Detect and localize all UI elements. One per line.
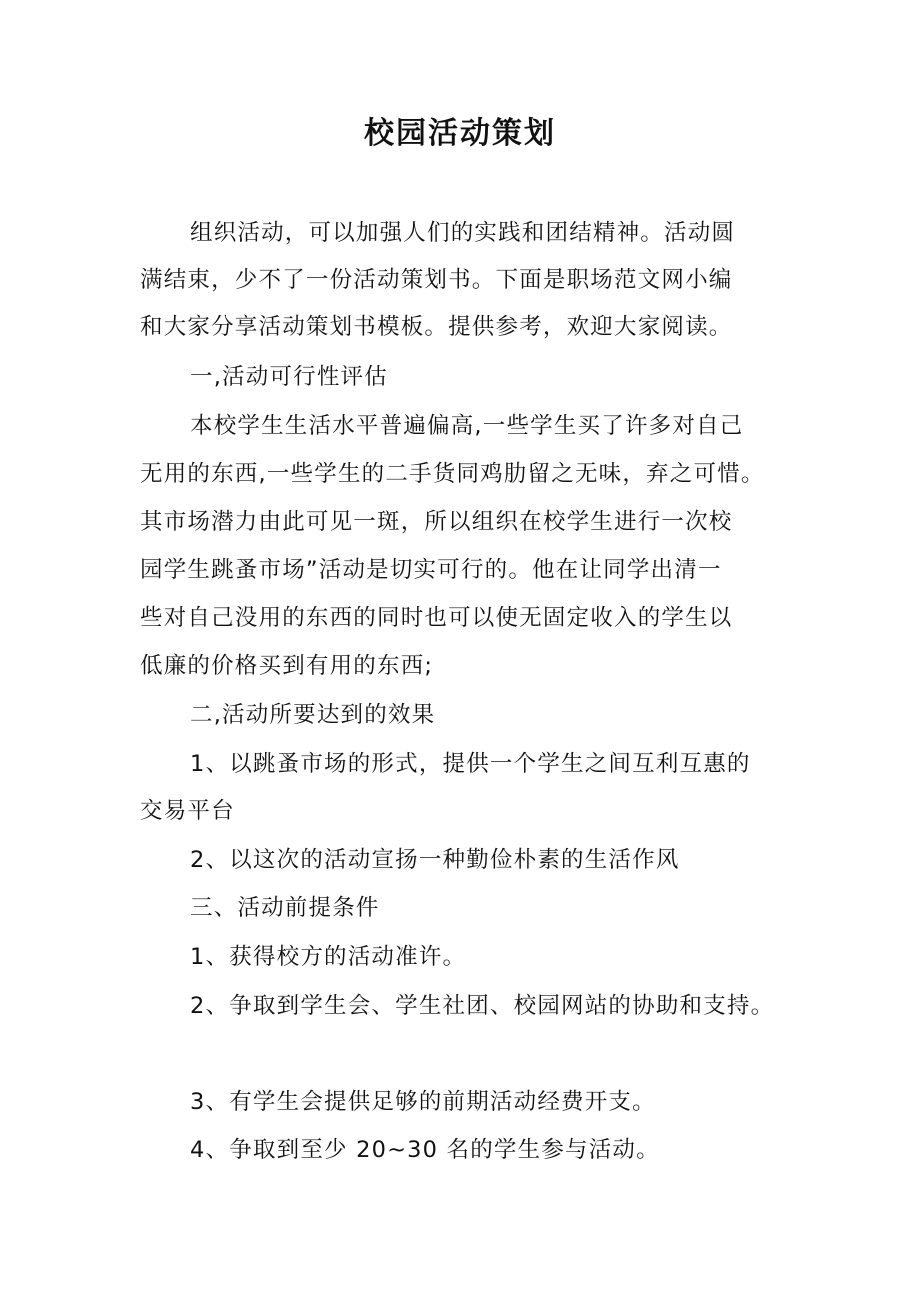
list-item: 1、以跳蚤市场的形式，提供一个学生之间互利互惠的 bbox=[190, 751, 751, 777]
section-heading: 一,活动可行性评估 bbox=[190, 364, 388, 390]
paragraph-line: 和大家分享活动策划书模板。提供参考，欢迎大家阅读。 bbox=[140, 314, 733, 340]
section-heading: 二,活动所要达到的效果 bbox=[190, 702, 436, 728]
list-item: 2、争取到学生会、学生社团、校园网站的协助和支持。 bbox=[190, 993, 775, 1019]
list-item: 4、争取到至少 20~30 名的学生参与活动。 bbox=[190, 1137, 660, 1163]
paragraph-line: 组织活动，可以加强人们的实践和团结精神。活动圆 bbox=[190, 220, 736, 246]
list-item-continuation: 交易平台 bbox=[140, 798, 235, 824]
paragraph-line: 其市场潜力由此可见一斑，所以组织在校学生进行一次校 bbox=[140, 509, 733, 535]
document-title: 校园活动策划 bbox=[364, 116, 556, 151]
section-heading: 三、活动前提条件 bbox=[190, 895, 380, 921]
list-item: 1、获得校方的活动准许。 bbox=[190, 944, 467, 970]
paragraph-line: 满结束，少不了一份活动策划书。下面是职场范文网小编 bbox=[140, 267, 733, 293]
paragraph-line: 本校学生生活水平普遍偏高,一些学生买了许多对自己 bbox=[190, 413, 744, 439]
list-item: 3、有学生会提供足够的前期活动经费开支。 bbox=[190, 1089, 656, 1115]
paragraph-line: 些对自己没用的东西的同时也可以使无固定收入的学生以 bbox=[140, 605, 733, 631]
paragraph-line: 无用的东西,一些学生的二手货同鸡肋留之无味，弃之可惜。 bbox=[140, 461, 765, 487]
paragraph-line: 园学生跳蚤市场”活动是切实可行的。他在让同学出清一 bbox=[140, 557, 722, 583]
paragraph-line: 低廉的价格买到有用的东西; bbox=[140, 653, 434, 679]
list-item: 2、以这次的活动宣扬一种勤俭朴素的生活作风 bbox=[190, 847, 680, 873]
